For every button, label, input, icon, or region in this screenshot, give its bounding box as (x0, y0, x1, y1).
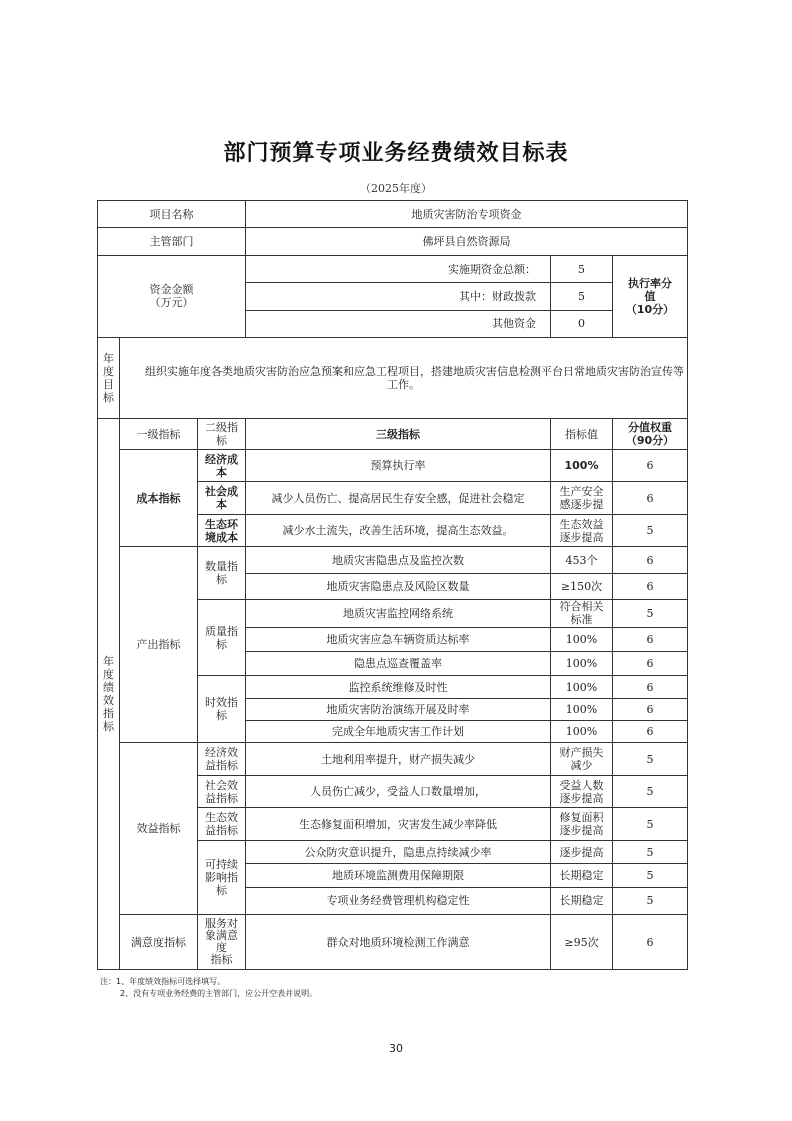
quantity-indicator-label (198, 547, 246, 600)
value-line: 生产安全 (559, 485, 604, 499)
annual-goal-row (98, 338, 688, 419)
level2-line: 境成本 (205, 530, 238, 544)
level2-line: 益指标 (205, 791, 238, 805)
level2-line: 质量指 (205, 624, 238, 638)
execution-rate-score (613, 255, 688, 337)
level3-cell: 减少人员伤亡、提高居民生存安全感，促进社会稳定 (246, 482, 551, 515)
service-satisfaction-label (198, 915, 246, 970)
value-line: 标准 (570, 613, 593, 627)
weight-cell: 5 (613, 840, 688, 863)
timeliness-indicator-label (198, 676, 246, 743)
level2-line: 影响指 (205, 870, 238, 884)
quality-indicator-label (198, 600, 246, 676)
output-indicator-label: 产出指标 (120, 547, 198, 743)
annual-goal-char: 度 (103, 365, 114, 379)
footnote-2: 2、没有专项业务经费的主管部门，应公开空表并说明。 (120, 989, 318, 998)
value-cell: ≥95次 (551, 915, 613, 970)
value-cell (551, 808, 613, 841)
value-cell (551, 600, 613, 627)
weight-cell: 6 (613, 915, 688, 970)
level3-cell: 地质灾害隐患点及风险区数量 (246, 573, 551, 599)
other-funds-value: 0 (551, 310, 613, 337)
value-cell (551, 514, 613, 547)
value-cell: 100% (551, 721, 613, 743)
level2-line: 社会效 (205, 778, 238, 792)
level3-cell: 隐患点巡查覆盖率 (246, 651, 551, 675)
footnote-1: 注：1、年度绩效指标可选择填写。 (100, 977, 226, 986)
level2-line: 可持续 (205, 857, 238, 871)
value-cell: 100% (551, 449, 613, 482)
weight-cell: 6 (613, 676, 688, 698)
col-level3-header: 三级指标 (246, 419, 551, 449)
col-level1-header: 一级指标 (120, 419, 198, 449)
value-line: 符合相关 (559, 600, 604, 614)
department-row (98, 228, 688, 255)
funds-amount-label (98, 255, 246, 337)
level2-line: 生态效 (205, 811, 238, 825)
funds-total-row (98, 255, 688, 282)
level3-cell: 地质灾害应急车辆资质达标率 (246, 627, 551, 651)
other-funds-label: 其他资金 (246, 310, 551, 337)
value-cell: 100% (551, 627, 613, 651)
col-value-header: 指标值 (551, 419, 613, 449)
weight-cell: 5 (613, 864, 688, 887)
value-line: 逐步提高 (559, 530, 604, 544)
project-name-row (98, 201, 688, 228)
page-subtitle: （2025年度） (360, 182, 432, 195)
level2-line: 益指标 (205, 759, 238, 773)
value-line: 受益人数 (559, 778, 604, 792)
level3-cell: 生态修复面积增加，灾害发生减少率降低 (246, 808, 551, 841)
level3-cell: 土地利用率提升，财产损失减少 (246, 743, 551, 776)
annual-goal-char: 年 (103, 352, 114, 366)
value-cell (551, 743, 613, 776)
level3-cell: 监控系统维修及时性 (246, 676, 551, 698)
weight-cell: 6 (613, 721, 688, 743)
level2-line: 益指标 (205, 824, 238, 838)
level2-line: 生态环 (205, 517, 238, 531)
value-cell (551, 482, 613, 515)
value-cell: 长期稳定 (551, 887, 613, 914)
level2-line: 标 (216, 883, 227, 897)
perf-label-char: 绩 (103, 681, 114, 695)
department-value: 佛坪县自然资源局 (246, 228, 688, 255)
value-cell: ≥150次 (551, 573, 613, 599)
weight-cell: 5 (613, 775, 688, 808)
level2-cell (198, 449, 246, 482)
satisfaction-indicator-label: 满意度指标 (120, 915, 198, 970)
annual-goal-text-body: 组织实施年度各类地质灾害防治应急预案和应急工程项目，搭建地质灾害信息检测平台日常地质灾害防治宣传等工作。 (145, 365, 684, 392)
col-weight-line: 分值权重 (628, 421, 672, 435)
footnotes (100, 976, 317, 1000)
level2-line: 本 (216, 498, 227, 512)
level2-cell (198, 482, 246, 515)
funds-amount-label-line2: （万元） (149, 296, 194, 310)
performance-target-table (97, 200, 688, 970)
level2-line: 服务对 (205, 917, 238, 930)
value-cell: 100% (551, 651, 613, 675)
level2-line: 时效指 (205, 696, 238, 710)
execution-rate-line1: 执行率分 (628, 276, 672, 290)
fiscal-funds-label: 其中：财政拨款 (246, 283, 551, 310)
level3-cell: 完成全年地质灾害工作计划 (246, 721, 551, 743)
level2-line: 标 (216, 709, 227, 723)
level3-cell: 地质灾害隐患点及监控次数 (246, 547, 551, 573)
page-number: 30 (389, 1042, 403, 1055)
annual-goal-char: 标 (103, 391, 114, 405)
annual-goal-label (98, 338, 120, 419)
weight-cell: 6 (613, 627, 688, 651)
value-cell: 逐步提高 (551, 840, 613, 863)
weight-cell: 5 (613, 808, 688, 841)
weight-cell: 6 (613, 651, 688, 675)
weight-cell: 5 (613, 743, 688, 776)
total-funds-value: 5 (551, 255, 613, 282)
weight-cell: 6 (613, 482, 688, 515)
weight-cell: 6 (613, 547, 688, 573)
level3-cell: 地质灾害防治演练开展及时率 (246, 698, 551, 720)
project-name-value: 地质灾害防治专项资金 (246, 201, 688, 228)
level3-cell: 地质环境监测费用保障期限 (246, 864, 551, 887)
indicator-header-row (98, 419, 688, 449)
perf-label-char: 年 (103, 655, 114, 669)
benefit-indicator-label: 效益指标 (120, 743, 198, 915)
fiscal-funds-value: 5 (551, 283, 613, 310)
value-line: 逐步提高 (559, 791, 604, 805)
level2-line: 数量指 (205, 560, 238, 574)
col-level2-line: 二级指 (205, 421, 238, 435)
project-name-label: 项目名称 (98, 201, 246, 228)
page-title: 部门预算专项业务经费绩效目标表 (223, 141, 569, 166)
table-row (98, 743, 688, 776)
perf-label-char: 标 (103, 720, 114, 734)
level3-cell: 公众防灾意识提升，隐患点持续减少率 (246, 840, 551, 863)
col-weight-line: （90分） (625, 434, 675, 448)
value-cell: 长期稳定 (551, 864, 613, 887)
sustainable-impact-label (198, 840, 246, 914)
value-line: 感逐步提 (559, 498, 604, 512)
value-line: 修复面积 (559, 811, 604, 825)
ecological-benefit-label (198, 808, 246, 841)
level3-cell: 群众对地质环境检测工作满意 (246, 915, 551, 970)
department-label: 主管部门 (98, 228, 246, 255)
perf-label-char: 效 (103, 694, 114, 708)
level2-line: 度 (216, 941, 227, 954)
value-line: 财产损失 (559, 746, 604, 760)
table-row (98, 547, 688, 573)
level2-line: 标 (216, 573, 227, 587)
level3-cell: 人员伤亡减少，受益人口数量增加， (246, 775, 551, 808)
perf-label-char: 指 (103, 707, 114, 721)
level3-cell: 地质灾害监控网络系统 (246, 600, 551, 627)
value-cell (551, 775, 613, 808)
execution-rate-line3: （10分） (625, 302, 675, 316)
total-funds-label: 实施期资金总额： (246, 255, 551, 282)
value-cell: 100% (551, 676, 613, 698)
weight-cell: 6 (613, 573, 688, 599)
value-cell: 100% (551, 698, 613, 720)
value-line: 减少 (570, 759, 593, 773)
col-level2-line: 标 (216, 434, 227, 448)
annual-goal-char: 目 (103, 378, 114, 392)
table-row (98, 449, 688, 482)
weight-cell: 6 (613, 449, 688, 482)
level3-cell: 专项业务经费管理机构稳定性 (246, 887, 551, 914)
economic-benefit-label (198, 743, 246, 776)
social-benefit-label (198, 775, 246, 808)
col-level2-header (198, 419, 246, 449)
level2-cell (198, 514, 246, 547)
level3-cell: 减少水土流失，改善生活环境，提高生态效益。 (246, 514, 551, 547)
cost-indicator-label: 成本指标 (120, 449, 198, 547)
level2-line: 经济效 (205, 746, 238, 760)
weight-cell: 5 (613, 887, 688, 914)
level2-line: 本 (216, 465, 227, 479)
annual-performance-label (98, 419, 120, 970)
execution-rate-line2: 值 (644, 289, 656, 303)
value-line: 逐步提高 (559, 824, 604, 838)
perf-label-char: 度 (103, 668, 114, 682)
value-cell: 453个 (551, 547, 613, 573)
table-row (98, 915, 688, 970)
annual-goal-text (120, 338, 688, 419)
weight-cell: 5 (613, 600, 688, 627)
level2-line: 标 (216, 637, 227, 651)
level2-line: 社会成 (205, 485, 238, 499)
level2-line: 指标 (210, 953, 233, 966)
weight-cell: 6 (613, 698, 688, 720)
level2-line: 经济成 (205, 452, 238, 466)
level3-cell: 预算执行率 (246, 449, 551, 482)
weight-cell: 5 (613, 514, 688, 547)
funds-amount-label-line1: 资金金额 (149, 283, 194, 297)
value-line: 生态效益 (559, 517, 604, 531)
level2-line: 象满意 (205, 929, 238, 942)
col-weight-header (613, 419, 688, 449)
